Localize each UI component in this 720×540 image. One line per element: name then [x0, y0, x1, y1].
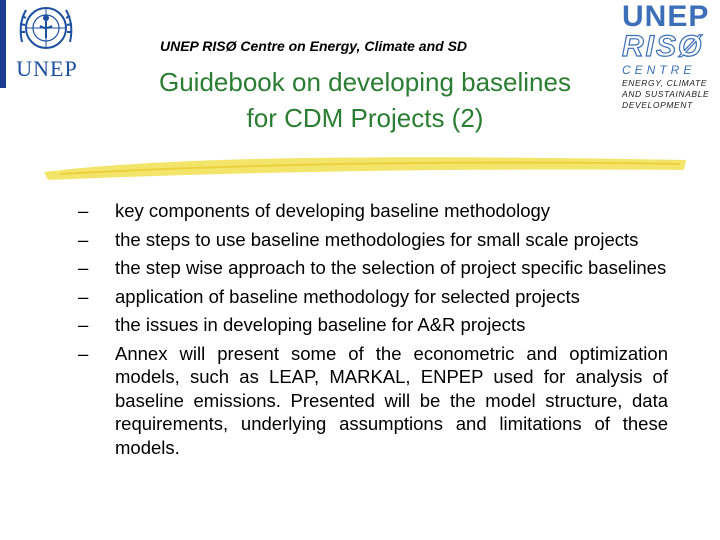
bullet-marker: – — [78, 228, 89, 250]
risoe-logo-line3: CENTRE — [622, 63, 696, 77]
tagline-line: DEVELOPMENT — [622, 100, 693, 110]
centre-name: UNEP RISØ Centre on Energy, Climate and SD — [160, 38, 468, 54]
bullet-marker: – — [78, 342, 89, 364]
bullet-list — [78, 199, 668, 464]
risoe-logo-line1: UNEP — [622, 0, 710, 33]
bullet-marker: – — [78, 285, 89, 307]
un-emblem-icon — [10, 2, 82, 58]
list-item-text: key components of developing baseline methodology — [115, 200, 551, 221]
bullet-marker: – — [78, 200, 89, 221]
risoe-logo-line2: RISØ — [622, 30, 704, 63]
list-item — [78, 313, 668, 337]
list-item-text: Annex will present some of the econometric and optimization models, such as LEAP, MARKAL, ENPEP used for analysis of baseline emissions. Presented will be the model structure, data requirements, underlying assumptions and limitations of these models. — [115, 342, 668, 458]
title-line: Guidebook on developing baselines — [159, 67, 571, 97]
list-item-text: application of baseline methodology for selected projects — [115, 285, 580, 307]
list-item — [78, 342, 668, 460]
tagline-line: AND SUSTAINABLE — [622, 89, 710, 99]
slide-title — [60, 64, 670, 136]
list-item-text: the issues in developing baseline for A&R projects — [115, 314, 526, 335]
bullet-marker: – — [78, 257, 89, 278]
list-item-text: the steps to use baseline methodologies for small scale projects — [115, 228, 639, 250]
tagline-line: ENERGY, CLIMATE — [622, 78, 708, 88]
highlighter-stroke — [40, 150, 690, 184]
list-item — [78, 285, 668, 309]
title-line: for CDM Projects (2) — [246, 103, 484, 133]
list-item-text: the step wise approach to the selection of project specific baselines — [115, 257, 667, 278]
unep-wordmark: UNEP — [16, 56, 78, 81]
list-item — [78, 199, 668, 223]
list-item — [78, 228, 668, 252]
list-item — [78, 256, 668, 280]
bullet-marker: – — [78, 314, 89, 335]
left-accent-bar — [0, 0, 6, 88]
